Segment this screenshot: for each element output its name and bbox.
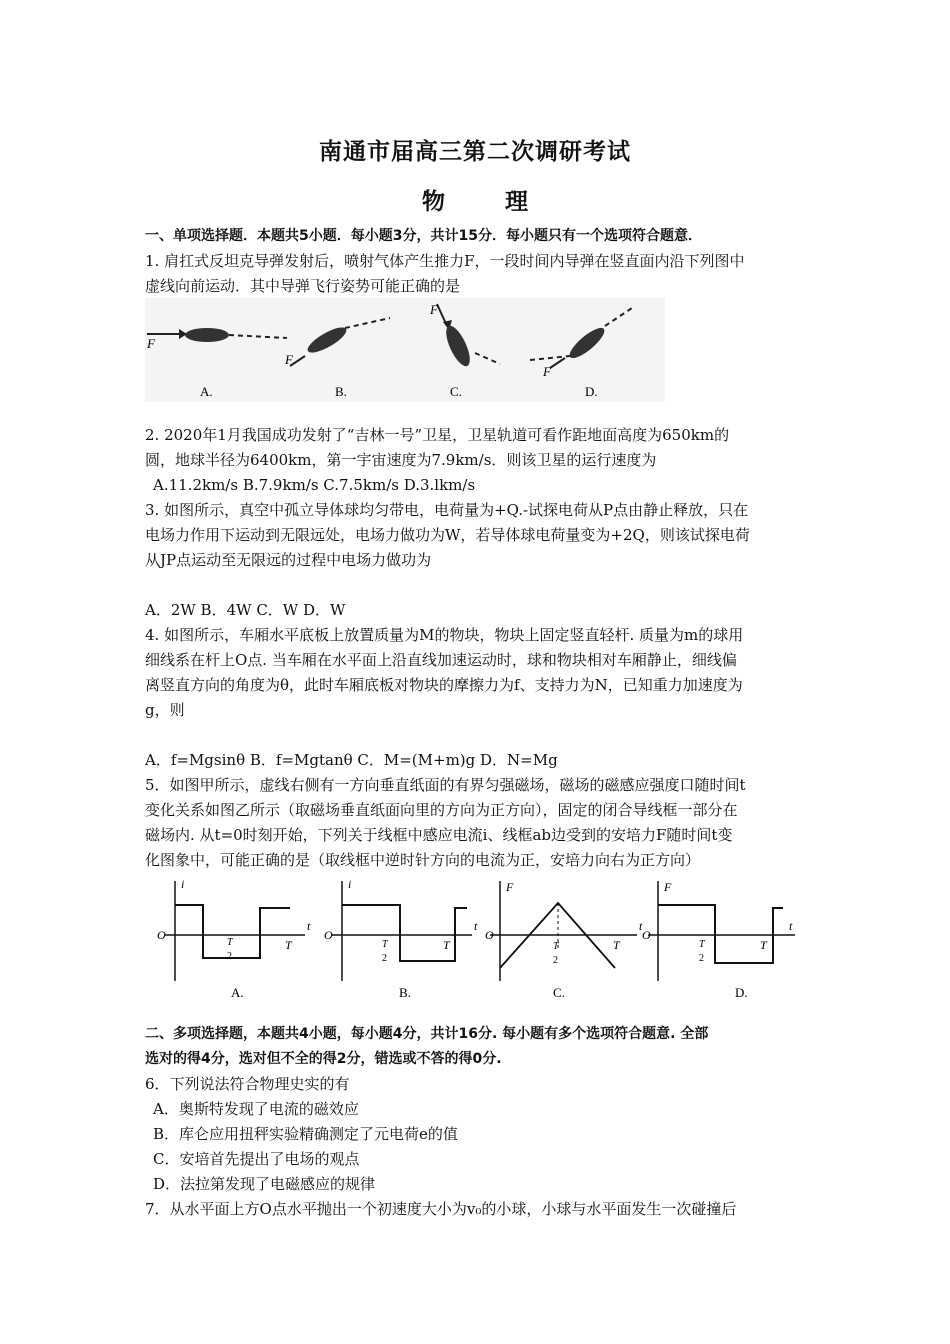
q1-force-label-a: F xyxy=(147,336,155,351)
q5-line2: 变化关系如图乙所示（取磁场垂直纸面向里的方向为正方向），固定的闭合导线框一部分在 xyxy=(145,801,738,819)
q4-line2: 细线系在杆上O点. 当车厢在水平面上沿直线加速运动时，球和物块相对车厢静止，细线偏 xyxy=(145,651,737,669)
q1-label-b: B. xyxy=(335,384,347,399)
q6-option-d: D．法拉第发现了电磁感应的规律 xyxy=(153,1175,376,1193)
q5-graph-c xyxy=(485,880,643,1000)
q5-c-label: C. xyxy=(553,985,565,1000)
q1-label-d: D. xyxy=(585,384,598,399)
q5-d-half-den: 2 xyxy=(699,953,704,964)
q5-c-t-tick: T xyxy=(613,938,620,952)
q1-label-a: A. xyxy=(200,384,213,399)
q5-a-label: A. xyxy=(231,985,244,1000)
q1-force-label-b: F xyxy=(285,352,293,367)
q5-c-origin: O xyxy=(485,928,494,942)
q5-b-origin: O xyxy=(324,928,333,942)
q5-c-yaxis-label: F xyxy=(506,880,514,894)
q4-line3: 离竖直方向的角度为θ，此时车厢底板对物块的摩擦力为f、支持力为N，已知重力加速度为 xyxy=(145,676,743,694)
q5-d-half-num: T xyxy=(699,939,705,950)
q5-line3: 磁场内. 从t=0时刻开始，下列关于线框中感应电流i、线框ab边受到的安培力F随时间t变 xyxy=(145,826,733,844)
q3-line1: 3. 如图所示，真空中孤立导体球均匀带电，电荷量为+Q.-试探电荷从P点由静止释放，只在 xyxy=(145,501,749,519)
q1-force-label-d: F xyxy=(543,364,551,379)
q5-d-t-label: t xyxy=(789,919,793,933)
section2-heading-line1: 二、多项选择题，本题共4小题，每小题4分，共计16分. 每小题有多个选项符合题意. 全部 xyxy=(145,1026,709,1042)
q5-a-t-tick: T xyxy=(285,938,292,952)
q2-options: A.11.2km/s B.7.9km/s C.7.5km/s D.3.lkm/s xyxy=(153,476,476,494)
q5-a-half-den: 2 xyxy=(227,951,232,962)
q1-line1: 1. 肩扛式反坦克导弹发射后，喷射气体产生推力F，一段时间内导弹在竖直面内沿下列图中 xyxy=(145,252,745,270)
section2-heading-line2: 选对的得4分，选对但不全的得2分，错选或不答的得0分. xyxy=(145,1051,502,1067)
q5-line1: 5．如图甲所示，虚线右侧有一方向垂直纸面的有界匀强磁场，磁场的磁感应强度口随时间t xyxy=(145,776,746,794)
q7-stem: 7．从水平面上方O点水平抛出一个初速度大小为v₀的小球，小球与水平面发生一次碰撞后 xyxy=(145,1200,737,1218)
q5-d-yaxis-label: F xyxy=(664,880,672,894)
q5-a-t-label: t xyxy=(307,919,311,933)
q5-d-label: D. xyxy=(735,985,748,1000)
q5-d-t-tick: T xyxy=(760,938,767,952)
q2-line2: 圆，地球半径为6400km，第一宇宙速度为7.9km/s．则该卫星的运行速度为 xyxy=(145,451,657,469)
q1-force-label-c: F xyxy=(430,302,438,317)
q2-line1: 2. 2020年1月我国成功发射了“吉林一号”卫星，卫星轨道可看作距地面高度为650km的 xyxy=(145,426,730,444)
q4-line1: 4. 如图所示，车厢水平底板上放置质量为M的物块，物块上固定竖直轻杆. 质量为m的球用 xyxy=(145,626,744,644)
q1-line2: 虚线向前运动．其中导弹飞行姿势可能正确的是 xyxy=(145,277,461,295)
q6-option-b: B．库仑应用扭秤实验精确测定了元电荷e的值 xyxy=(153,1125,458,1143)
q1-figure xyxy=(145,298,665,402)
q5-graph-b xyxy=(324,877,478,1000)
q6-option-c: C．安培首先提出了电场的观点 xyxy=(153,1150,360,1168)
q5-a-half-num: T xyxy=(227,937,233,948)
q5-a-yaxis-label: i xyxy=(181,877,185,891)
exam-title: 南通市届高三第二次调研考试 xyxy=(319,139,631,165)
q5-c-half-num: T xyxy=(553,941,559,952)
q3-line3: 从JP点运动至无限远的过程中电场力做功为 xyxy=(145,551,432,569)
q3-line2: 电场力作用下运动到无限远处，电场力做功为W，若导体球电荷量变为+2Q，则该试探电荷 xyxy=(145,526,750,544)
section1-heading: 一、单项选择题．本题共5小题．每小题3分，共计15分．每小题只有一个选项符合题意． xyxy=(145,228,702,244)
q3-options: A．2W B．4W C．W D．W xyxy=(145,601,346,619)
q5-graph-a xyxy=(157,877,311,1000)
q5-c-half-den: 2 xyxy=(553,955,558,966)
q1-label-c: C. xyxy=(450,384,462,399)
q6-stem: 6．下列说法符合物理史实的有 xyxy=(145,1075,350,1093)
q4-options: A．f=Mgsinθ B．f=Mgtanθ C．M=(M+m)g D．N=Mg xyxy=(145,751,558,769)
q5-b-t-tick: T xyxy=(443,938,450,952)
q4-line4: g，则 xyxy=(145,701,185,719)
q5-d-origin: O xyxy=(642,928,651,942)
q5-b-t-label: t xyxy=(474,919,478,933)
q5-c-t-label: t xyxy=(639,919,643,933)
q6-option-a: A．奥斯特发现了电流的磁效应 xyxy=(153,1100,359,1118)
q5-b-yaxis-label: i xyxy=(348,877,352,891)
q5-b-half-num: T xyxy=(382,939,388,950)
q5-a-origin: O xyxy=(157,928,166,942)
subject-title: 物 理 xyxy=(421,189,554,215)
q5-b-label: B. xyxy=(399,985,411,1000)
q5-line4: 化图象中，可能正确的是（取线框中逆时针方向的电流为正，安培力向右为正方向） xyxy=(145,851,701,869)
q5-b-half-den: 2 xyxy=(382,953,387,964)
q5-figure xyxy=(155,873,810,1005)
q5-graph-d xyxy=(642,880,795,1000)
